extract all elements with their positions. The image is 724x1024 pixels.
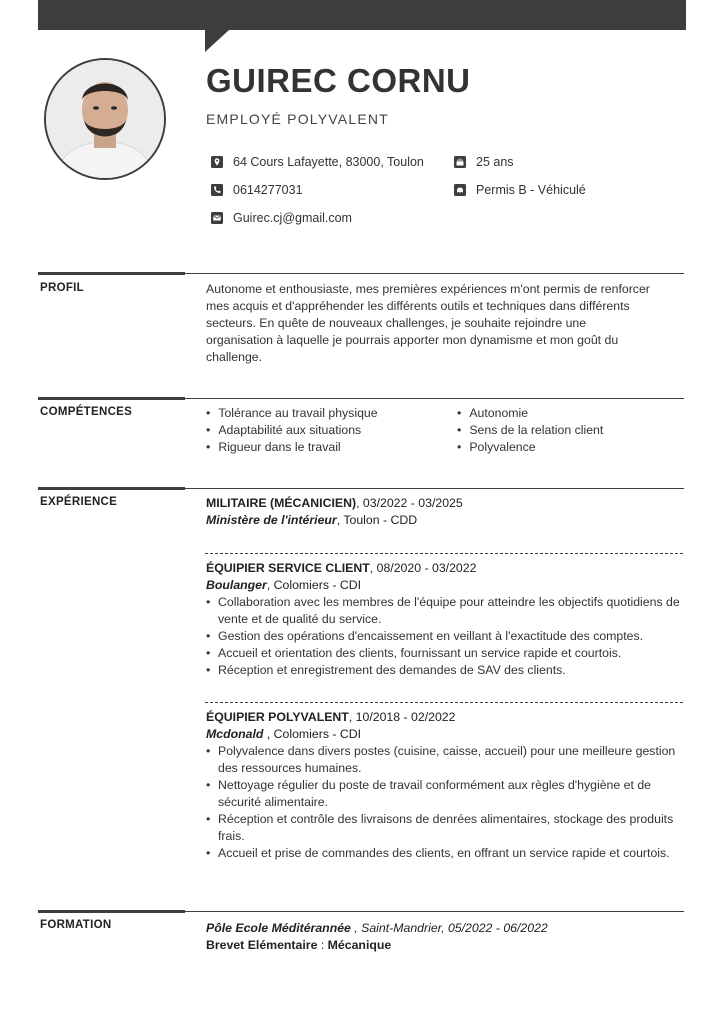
profile-line: secteurs. En quête de nouveaux challenges, je souhaite rejoindre une [206,316,587,330]
experience-bullet: • Accueil et prise de commandes des clients, en offrant un service rapide et courtois. [206,845,684,862]
experience-role: ÉQUIPIER SERVICE CLIENT [206,561,370,575]
school-name: Pôle Ecole Méditérannée [206,921,351,935]
phone-text: 0614277031 [233,183,303,197]
skill-item: • Rigueur dans le travail [206,439,378,456]
section-bar [38,910,185,913]
company-location: , Colomiers - CDI [266,578,362,592]
experience-bullet: • Polyvalence dans divers postes (cuisine, caisse, accueil) pour une meilleure gestion des ressources humaines. [206,743,684,777]
profile-text [206,281,684,366]
section-bar [38,487,185,490]
section-title-skills: COMPÉTENCES [40,406,133,418]
experience-entry [206,709,684,862]
phone-icon [211,184,223,196]
company-name: Ministère de l'intérieur [206,513,337,527]
profile-line: Autonome et enthousiaste, mes premières expériences m'ont permis de renforcer [206,282,650,296]
contact-address [211,155,424,169]
contact-phone [211,183,303,197]
section-divider [185,911,684,912]
experience-entry [206,495,684,529]
experience-heading [206,560,684,577]
diploma-name: Brevet Elémentaire [206,938,318,952]
experience-dates: , 10/2018 - 02/2022 [348,710,456,724]
skill-item: • Sens de la relation client [457,422,603,439]
profile-line: challenge. [206,350,263,364]
entry-separator [205,702,683,703]
company-name: Boulanger [206,578,267,592]
skill-item: • Autonomie [457,405,603,422]
experience-bullet: • Gestion des opérations d'encaissement en veillant à l'exactitude des comptes. [206,628,684,645]
section-divider [185,273,684,274]
experience-bullet: • Accueil et orientation des clients, fournissant un service rapide et courtois. [206,645,684,662]
experience-company [206,577,684,594]
contact-age [454,155,514,169]
section-title-experience: EXPÉRIENCE [40,496,118,508]
map-pin-icon [211,156,223,168]
experience-bullets [206,594,684,679]
header-notch [205,30,229,52]
skill-item: • Polyvalence [457,439,603,456]
section-bar [38,397,185,400]
school-place-dates: , Saint-Mandrier, 05/2022 - 06/2022 [350,921,548,935]
experience-role: ÉQUIPIER POLYVALENT [206,710,349,724]
license-text: Permis B - Véhiculé [476,183,586,197]
birthday-icon [454,156,466,168]
education-school-line [206,920,548,937]
section-title-profile: PROFIL [40,282,84,294]
experience-heading [206,495,684,512]
candidate-name: GUIREC CORNU [206,62,471,99]
profile-line: organisation à laquelle je pourrais apporter mon dynamisme et mon goût du [206,333,619,347]
experience-company [206,726,684,743]
section-divider [185,488,684,489]
experience-role: MILITAIRE (MÉCANICIEN) [206,496,357,510]
mail-icon [211,212,223,224]
job-title: EMPLOYÉ POLYVALENT [206,111,389,127]
contact-license [454,183,586,197]
skill-item: • Tolérance au travail physique [206,405,378,422]
diploma-specialty: Mécanique [327,938,392,952]
experience-heading [206,709,684,726]
address-text: 64 Cours Lafayette, 83000, Toulon [233,155,424,169]
diploma-separator: : [317,938,328,952]
section-bar [38,272,185,275]
experience-bullets [206,743,684,862]
header-bar [38,0,686,30]
experience-dates: , 08/2020 - 03/2022 [369,561,477,575]
experience-bullet: • Nettoyage régulier du poste de travail conformément aux règles d'hygiène et de sécurité alimentaire. [206,777,684,811]
entry-separator [205,553,683,554]
experience-dates: , 03/2022 - 03/2025 [356,496,463,510]
section-title-education: FORMATION [40,919,112,931]
experience-entry [206,560,684,679]
section-divider [185,398,684,399]
company-location: , Colomiers - CDI [266,727,362,741]
profile-line: mes acquis et d'appréhender les différents outils et techniques dans différents [206,299,630,313]
skill-item: • Adaptabilité aux situations [206,422,378,439]
email-text: Guirec.cj@gmail.com [233,211,352,225]
experience-company [206,512,684,529]
car-icon [454,184,466,196]
company-location: , Toulon - CDD [336,513,418,527]
skills-list-right [457,405,603,456]
skills-list-left [206,405,378,456]
experience-bullet: • Réception et contrôle des livraisons de denrées alimentaires, stockage des produits frais. [206,811,684,845]
contact-email [211,211,352,225]
experience-bullet: • Collaboration avec les membres de l'équipe pour atteindre les objectifs quotidiens de vente et de qualité du service. [206,594,684,628]
experience-bullet: • Réception et enregistrement des demandes de SAV des clients. [206,662,684,679]
age-text: 25 ans [476,155,514,169]
profile-photo [44,58,166,180]
company-name: Mcdonald [206,727,267,741]
education-diploma-line [206,937,391,954]
